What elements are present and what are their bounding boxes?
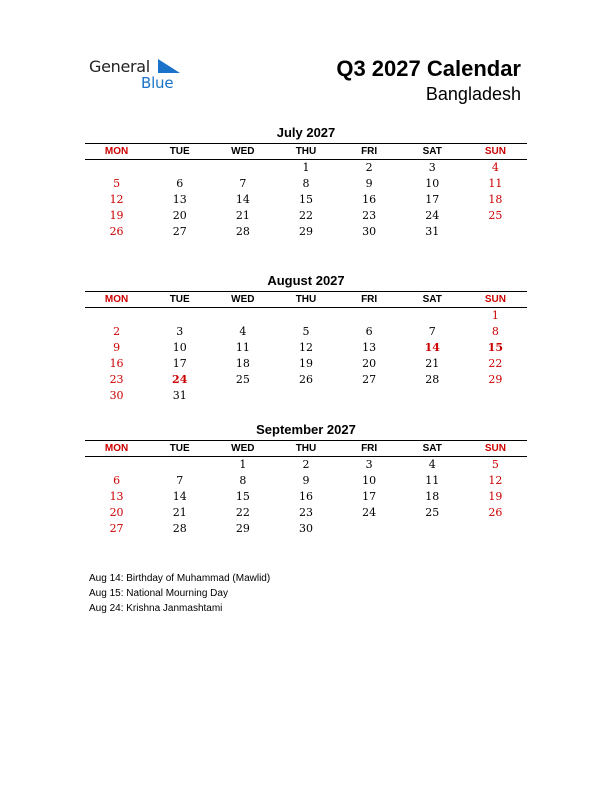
page-title: Q3 2027 Calendar	[336, 56, 521, 81]
day-cell: 1	[491, 309, 499, 322]
day-cell: 10	[362, 474, 377, 487]
day-cell: 3	[428, 161, 436, 174]
weekday-label-mon: MON	[104, 443, 129, 454]
day-cell: 1	[302, 161, 310, 174]
weekday-label-wed: WED	[231, 294, 255, 305]
empty-day-cell	[148, 457, 211, 473]
weekday-label-thu: THU	[295, 294, 317, 305]
logo-text-general: General	[89, 57, 150, 76]
day-cell: 11	[235, 341, 250, 354]
day-cell: 15	[487, 341, 504, 354]
day-cell: 23	[298, 506, 313, 519]
day-cell: 5	[113, 177, 121, 190]
day-cell: 6	[113, 474, 121, 487]
day-cell: 23	[109, 373, 124, 386]
day-grid	[85, 160, 527, 240]
day-cell: 2	[302, 458, 310, 471]
day-cell: 13	[362, 341, 377, 354]
empty-day-cell	[338, 388, 401, 404]
day-cell: 25	[235, 373, 250, 386]
day-cell: 18	[425, 490, 440, 503]
holiday-note: Aug 24: Krishna Janmashtami	[89, 603, 223, 614]
day-cell: 6	[365, 325, 373, 338]
day-cell: 8	[302, 177, 310, 190]
day-cell: 2	[113, 325, 121, 338]
empty-day-cell	[148, 308, 211, 324]
page-subtitle: Bangladesh	[425, 84, 521, 104]
day-cell: 9	[302, 474, 310, 487]
month-september	[85, 422, 527, 537]
weekday-label-mon: MON	[104, 294, 129, 305]
day-cell: 8	[239, 474, 247, 487]
day-grid	[85, 308, 527, 404]
day-cell: 26	[109, 225, 124, 238]
empty-day-cell	[274, 308, 337, 324]
empty-day-cell	[211, 388, 274, 404]
day-cell: 24	[425, 209, 440, 222]
day-cell: 12	[488, 474, 503, 487]
day-cell: 19	[488, 490, 503, 503]
day-cell: 30	[109, 389, 124, 402]
day-cell: 21	[235, 209, 250, 222]
day-cell: 29	[235, 522, 250, 535]
day-cell: 6	[176, 177, 184, 190]
day-cell: 14	[424, 341, 440, 354]
day-cell: 7	[428, 325, 436, 338]
day-cell: 31	[172, 389, 187, 402]
day-cell: 24	[172, 373, 188, 386]
day-cell: 14	[172, 490, 187, 503]
day-cell: 9	[365, 177, 373, 190]
day-cell: 15	[235, 490, 250, 503]
day-cell: 22	[298, 209, 313, 222]
empty-day-cell	[85, 160, 148, 176]
weekday-label-fri: FRI	[361, 146, 378, 157]
weekday-label-thu: THU	[295, 443, 317, 454]
day-cell: 4	[239, 325, 247, 338]
day-cell: 13	[109, 490, 124, 503]
weekday-label-fri: FRI	[361, 294, 378, 305]
day-cell: 21	[425, 357, 440, 370]
day-cell: 20	[109, 506, 124, 519]
day-grid	[85, 457, 527, 537]
weekday-label-sat: SAT	[422, 443, 442, 454]
day-cell: 7	[239, 177, 247, 190]
weekday-label-sun: SUN	[484, 294, 506, 305]
day-cell: 19	[298, 357, 313, 370]
weekday-label-tue: TUE	[169, 146, 190, 157]
day-cell: 30	[362, 225, 377, 238]
weekday-label-tue: TUE	[169, 294, 190, 305]
day-cell: 29	[488, 373, 503, 386]
day-cell: 20	[362, 357, 377, 370]
day-cell: 28	[425, 373, 440, 386]
day-cell: 27	[172, 225, 187, 238]
day-cell: 21	[172, 506, 187, 519]
day-cell: 18	[235, 357, 250, 370]
day-cell: 24	[362, 506, 377, 519]
day-cell: 27	[109, 522, 124, 535]
day-cell: 3	[365, 458, 373, 471]
empty-day-cell	[401, 308, 464, 324]
logo-text-blue: Blue	[141, 74, 174, 92]
logo-triangle-icon	[158, 59, 180, 73]
empty-day-cell	[211, 160, 274, 176]
day-cell: 31	[425, 225, 440, 238]
weekday-label-thu: THU	[295, 146, 317, 157]
empty-day-cell	[464, 388, 527, 404]
day-cell: 30	[298, 522, 313, 535]
month-august	[85, 273, 527, 404]
day-cell: 28	[172, 522, 187, 535]
weekday-label-sun: SUN	[484, 146, 506, 157]
day-cell: 11	[425, 474, 440, 487]
day-cell: 16	[109, 357, 124, 370]
weekday-label-sun: SUN	[484, 443, 506, 454]
day-cell: 17	[172, 357, 187, 370]
weekday-label-tue: TUE	[169, 443, 190, 454]
day-cell: 18	[488, 193, 503, 206]
day-cell: 26	[488, 506, 503, 519]
day-cell: 12	[298, 341, 313, 354]
empty-day-cell	[464, 521, 527, 537]
month-title: August 2027	[267, 273, 345, 288]
empty-day-cell	[338, 308, 401, 324]
day-cell: 10	[425, 177, 440, 190]
day-cell: 12	[109, 193, 124, 206]
day-cell: 25	[488, 209, 503, 222]
day-cell: 4	[428, 458, 436, 471]
empty-day-cell	[85, 457, 148, 473]
day-cell: 15	[298, 193, 313, 206]
day-cell: 16	[362, 193, 377, 206]
weekday-label-mon: MON	[104, 146, 129, 157]
day-cell: 1	[239, 458, 247, 471]
day-cell: 13	[172, 193, 187, 206]
empty-day-cell	[401, 388, 464, 404]
day-cell: 16	[298, 490, 313, 503]
weekday-label-sat: SAT	[422, 146, 442, 157]
day-cell: 10	[172, 341, 187, 354]
empty-day-cell	[85, 308, 148, 324]
day-cell: 9	[113, 341, 121, 354]
weekday-label-wed: WED	[231, 443, 255, 454]
day-cell: 23	[362, 209, 377, 222]
day-cell: 17	[425, 193, 440, 206]
day-cell: 2	[365, 161, 373, 174]
day-cell: 11	[488, 177, 503, 190]
day-cell: 27	[362, 373, 377, 386]
day-cell: 4	[491, 161, 499, 174]
holiday-note: Aug 14: Birthday of Muhammad (Mawlid)	[89, 573, 271, 584]
month-july	[85, 125, 527, 240]
day-cell: 22	[235, 506, 250, 519]
empty-day-cell	[274, 388, 337, 404]
weekday-label-fri: FRI	[361, 443, 378, 454]
day-cell: 19	[109, 209, 124, 222]
logo	[89, 55, 199, 95]
holiday-note: Aug 15: National Mourning Day	[89, 588, 228, 599]
weekday-label-wed: WED	[231, 146, 255, 157]
day-cell: 5	[302, 325, 310, 338]
day-cell: 3	[176, 325, 184, 338]
holiday-list	[89, 571, 270, 616]
day-cell: 25	[425, 506, 440, 519]
weekday-label-sat: SAT	[422, 294, 442, 305]
day-cell: 17	[362, 490, 377, 503]
empty-day-cell	[401, 521, 464, 537]
day-cell: 22	[488, 357, 503, 370]
day-cell: 29	[298, 225, 313, 238]
weekday-header-row	[85, 292, 527, 307]
weekday-header-row	[85, 144, 527, 159]
day-cell: 5	[491, 458, 499, 471]
empty-day-cell	[338, 521, 401, 537]
empty-day-cell	[211, 308, 274, 324]
day-cell: 26	[298, 373, 313, 386]
day-cell: 28	[235, 225, 250, 238]
weekday-header-row	[85, 441, 527, 456]
day-cell: 7	[176, 474, 184, 487]
empty-day-cell	[148, 160, 211, 176]
month-title: July 2027	[276, 125, 336, 140]
month-title: September 2027	[256, 422, 356, 437]
day-cell: 14	[235, 193, 250, 206]
empty-day-cell	[464, 224, 527, 240]
day-cell: 8	[491, 325, 499, 338]
day-cell: 20	[172, 209, 187, 222]
